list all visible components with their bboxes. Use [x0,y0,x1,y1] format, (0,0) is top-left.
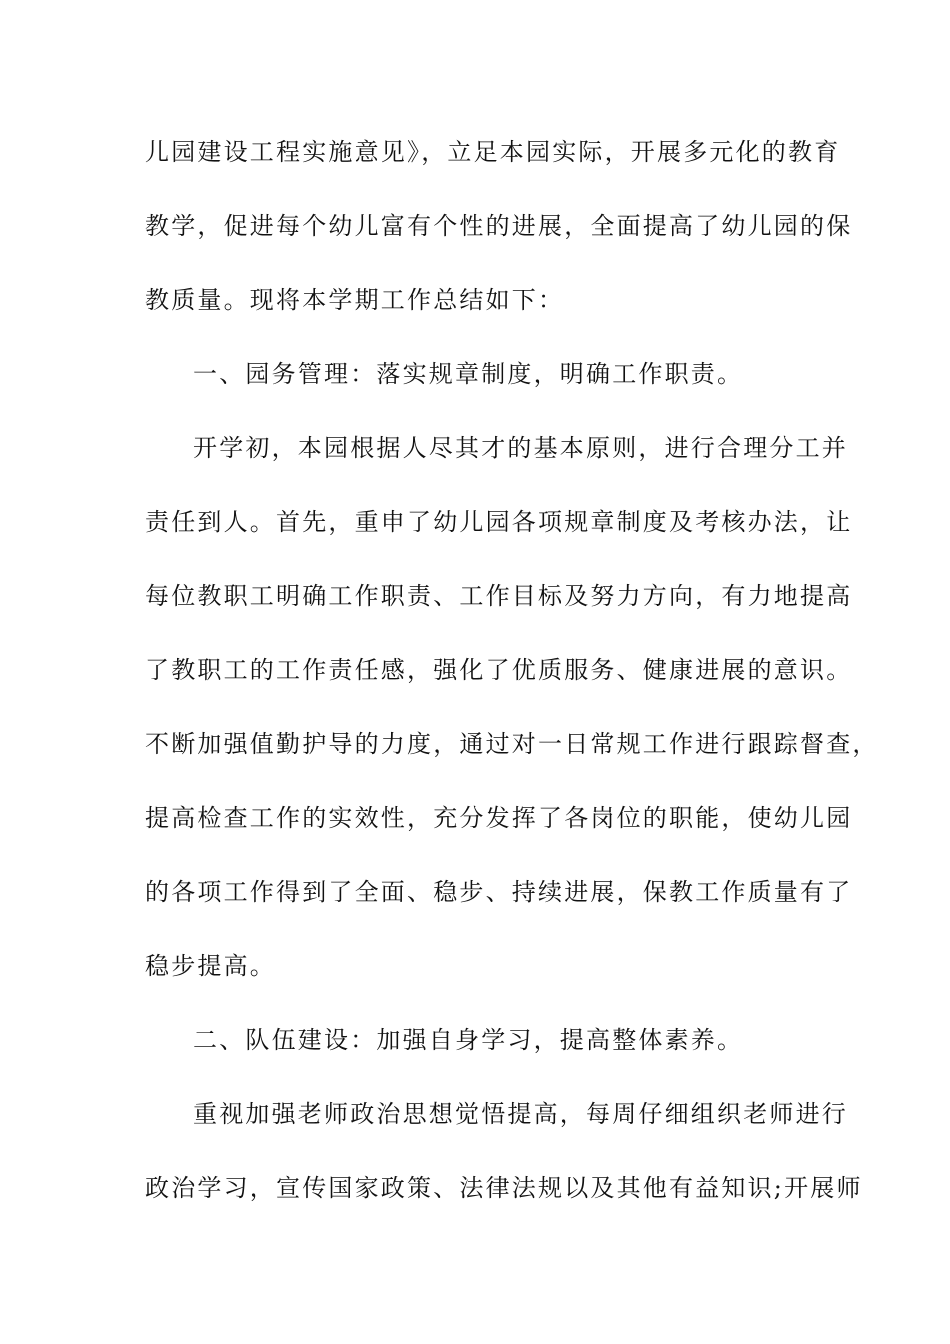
paragraph-line-9: 不断加强值勤护导的力度，通过对一日常规工作进行跟踪督查， [145,730,879,758]
paragraph-line-7: 每位教职工明确工作职责、工作目标及努力方向，有力地提高 [145,582,853,610]
paragraph-line-12: 稳步提高。 [145,952,276,980]
paragraph-line-8: 了教职工的工作责任感，强化了优质服务、健康进展的意识。 [145,656,853,684]
section-heading-1: 一、园务管理：落实规章制度，明确工作职责。 [193,360,744,388]
paragraph-line-1: 儿园建设工程实施意见》，立足本园实际，开展多元化的教育 [145,138,841,166]
paragraph-line-5: 开学初，本园根据人尽其才的基本原则，进行合理分工并 [193,434,848,462]
paragraph-line-2: 教学，促进每个幼儿富有个性的进展，全面提高了幼儿园的保 [145,212,853,240]
paragraph-line-10: 提高检查工作的实效性，充分发挥了各岗位的职能，使幼儿园 [145,804,853,832]
paragraph-line-3: 教质量。现将本学期工作总结如下： [145,286,565,314]
paragraph-line-15: 政治学习，宣传国家政策、法律法规以及其他有益知识;开展师 [145,1174,863,1202]
paragraph-line-14: 重视加强老师政治思想觉悟提高，每周仔细组织老师进行 [193,1100,848,1128]
paragraph-line-11: 的各项工作得到了全面、稳步、持续进展，保教工作质量有了 [145,878,853,906]
section-heading-2: 二、队伍建设：加强自身学习，提高整体素养。 [193,1026,744,1054]
paragraph-line-6: 责任到人。首先，重申了幼儿园各项规章制度及考核办法，让 [145,508,853,536]
